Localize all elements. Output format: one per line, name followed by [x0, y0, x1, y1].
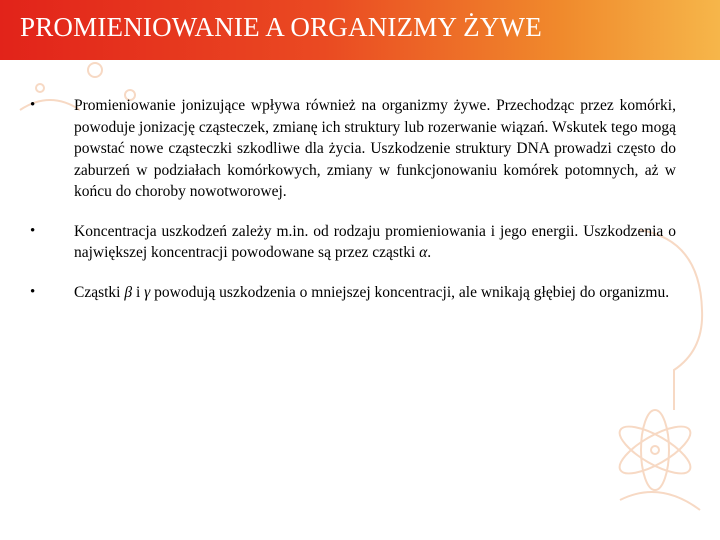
- beta-symbol: β: [124, 283, 133, 301]
- bullet-text-end: .: [427, 244, 432, 261]
- bullet-marker: •: [30, 222, 36, 239]
- bullet-text-mid: i: [132, 283, 145, 301]
- bullet-text: [74, 282, 676, 304]
- atom-icon: [613, 410, 696, 490]
- bullet-text-main: Koncentracja uszkodzeń zależy m.in. od rodzaju promieniowania i jego energii. Uszkodzenia o największej koncentracji powodowane są przez cząstki: [74, 222, 676, 261]
- bullet-text-rest: powodują uszkodzenia o mniejszej koncentracji, ale wnikają głębiej do organizmu.: [150, 283, 670, 301]
- deco-circle-icon: [36, 84, 44, 92]
- bullet-text-prefix: Cząstki: [74, 283, 125, 301]
- bullet-marker: •: [30, 283, 36, 300]
- deco-wave-icon: [620, 492, 700, 510]
- list-item: [30, 95, 676, 203]
- bullet-marker: •: [30, 97, 36, 113]
- list-item: [30, 282, 676, 304]
- slide-title: PROMIENIOWANIE A ORGANIZMY ŻYWE: [20, 12, 542, 42]
- deco-circle-icon: [88, 63, 102, 77]
- bullet-list: [30, 95, 676, 321]
- gamma-symbol: γ: [144, 283, 151, 301]
- bullet-text: Promieniowanie jonizujące wpływa również na organizmy żywe. Przechodząc przez komórki, powoduje jonizację cząsteczek, zmianę ich struktury lub rozerwanie wiązań. Wskutek tego mogą powstać nowe cząsteczki szkodliwe dla życia. Uszkodzenie struktury DNA prowadzi często do zaburzeń w podziałach komórkowych, zmiany w funkcjonowaniu komórek potomnych, aż w końcu do choroby nowotworowej.: [74, 97, 676, 200]
- bullet-text: [74, 221, 676, 264]
- alpha-symbol: α: [419, 244, 428, 261]
- list-item: [30, 221, 676, 264]
